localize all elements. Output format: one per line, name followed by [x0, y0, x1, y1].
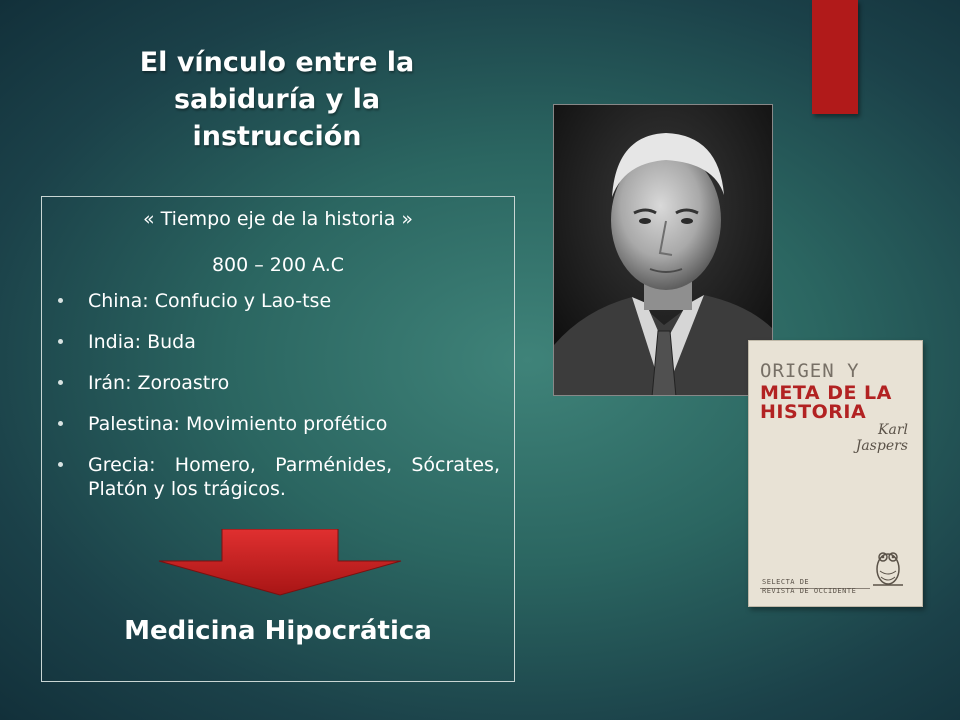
- subtitle: « Tiempo eje de la historia »: [142, 208, 414, 230]
- list-item-text: Palestina: Movimiento profético: [88, 413, 388, 435]
- book-author-first: Karl: [878, 422, 908, 438]
- list-item: [88, 371, 500, 395]
- portrait-illustration: [554, 105, 773, 396]
- bullet-dot-icon: [58, 339, 63, 344]
- slide-title: El vínculo entre la sabiduría y la instrucción: [139, 47, 415, 152]
- bullet-list: [88, 289, 500, 518]
- bullet-dot-icon: [58, 380, 63, 385]
- bullet-dot-icon: [58, 421, 63, 426]
- era-range: 800 – 200 A.C: [211, 254, 345, 276]
- bullet-dot-icon: [58, 462, 63, 467]
- book-cover: [748, 340, 923, 607]
- list-item-text: India: Buda: [88, 331, 196, 353]
- accent-bar: [812, 0, 858, 114]
- bullet-dot-icon: [58, 298, 63, 303]
- list-item: [88, 412, 500, 436]
- list-item-text: Grecia: Homero, Parménides, Sócrates, Platón y los trágicos.: [88, 454, 500, 500]
- owl-icon: [871, 541, 905, 589]
- list-item-text: Irán: Zoroastro: [88, 372, 230, 394]
- list-item: [88, 330, 500, 354]
- list-item: [88, 289, 500, 313]
- book-title-line3: HISTORIA: [760, 401, 867, 423]
- publisher-line2: REVISTA DE OCCIDENTE: [762, 587, 857, 595]
- content-box: [41, 196, 515, 682]
- portrait-photo: [553, 104, 773, 396]
- book-author-last: Jaspers: [855, 438, 908, 454]
- book-title-line1: ORIGEN Y: [760, 360, 860, 382]
- conclusion-text: Medicina Hipocrática: [124, 616, 432, 646]
- publisher-line1: SELECTA DE: [762, 578, 810, 586]
- list-item: [88, 453, 500, 501]
- book-title-line2: META DE LA: [760, 382, 892, 404]
- down-arrow-icon: [155, 529, 405, 597]
- list-item-text: China: Confucio y Lao-tse: [88, 290, 332, 312]
